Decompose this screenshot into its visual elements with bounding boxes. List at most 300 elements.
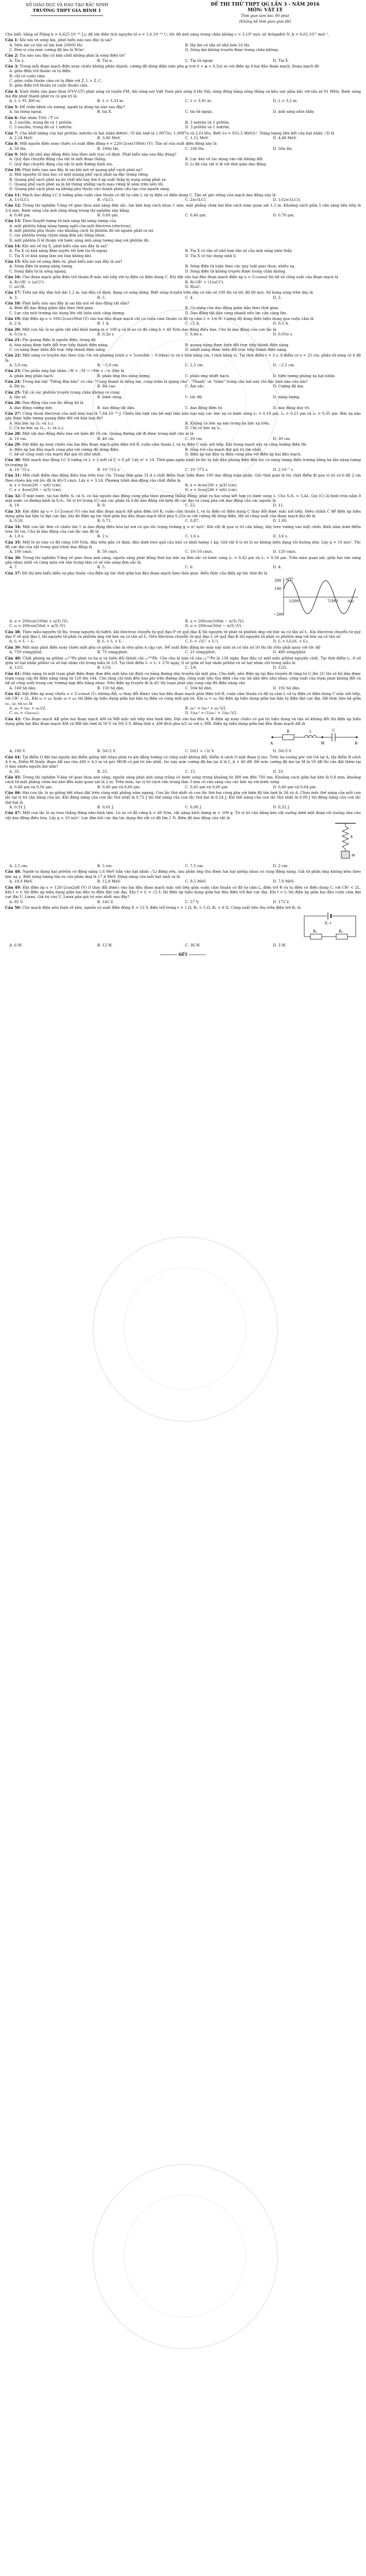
answer-option: B. 50 cm/s.	[97, 549, 118, 554]
question-item	[5, 167, 361, 192]
answer-option: D. 1/25.	[273, 665, 288, 670]
question-item	[5, 442, 361, 456]
question-item	[5, 400, 361, 410]
exam-title: ĐỀ THI THỬ THPT QG LẦN 3 - NĂM 2016	[211, 2, 320, 7]
answer-option: A. Độ to.	[9, 384, 26, 389]
question-number: Câu 32:	[5, 493, 23, 498]
question-number: Câu 48:	[5, 869, 23, 874]
question-text: Một con lắc lò xo treo thẳng đứng như hình bên. Lò xo có độ cứng k = 40 N/m, vật nặng khối lượng m = 100 g. Từ vị trí cân bằng kéo vật xuống dưới một đoạn rồi buông nhẹ cho vật dao động điều hòa. Lấy g = 10 m/s². Lực đàn hồi cực đại tác dụng lên vật có độ lớn 2 N. Biên độ dao động của vật là	[5, 810, 361, 820]
question-text: Một máy phát điện xoay chiều một pha có phần cảm là rôto gồm 4 cặp cực. Để suất điện động do máy này sinh ra có tần số 50 Hz thì rôto phải quay với tốc độ	[22, 645, 321, 650]
question-text: Một mạch dao động LC lí tưởng có L = 2 mH và C = 8 pF. Lấy π² = 10. Thời gian ngắn nhất từ lúc tụ bắt đầu phóng điện đến lúc có năng lượng điện trường bằng ba lần năng lượng từ trường là	[5, 457, 361, 467]
answer-options	[5, 785, 361, 789]
question-list	[5, 32, 361, 957]
answer-option: B. R/√(R² + (1/ωC)²).	[185, 279, 224, 284]
y-half-label: 100	[274, 587, 282, 591]
question-item	[5, 327, 361, 337]
answer-options	[5, 863, 361, 868]
answer-option: C. 10√10 cm/s.	[185, 549, 213, 554]
answer-options	[5, 248, 361, 258]
question-text: Đặt điện áp u = 100√2cos100πt (V) vào hai đầu đoạn mạch chỉ có cuộn cảm thuần có độ tự cảm L = 1/π H. Cường độ dòng điện hiệu dụng qua cuộn cảm là	[22, 316, 314, 321]
question-number: Câu 26:	[5, 400, 23, 405]
y-max-label: 200	[274, 579, 282, 583]
answer-option: B. 0,2π s.	[97, 331, 115, 336]
y-axis-label: u(V)	[286, 577, 294, 582]
answer-option: D. dao động duy trì.	[273, 405, 310, 410]
answer-option: A. Biên độ dao động giảm dần theo thời gian.	[9, 306, 94, 311]
question-number: Câu 4:	[5, 89, 20, 94]
t-mark-label: 1/300	[289, 599, 300, 604]
answer-option: B. Lực kéo về tác dụng vào vật không đổi.	[185, 157, 264, 162]
answer-option: C. các phôtôn trong chùm sáng đơn sắc bằng nhau.	[9, 233, 106, 238]
answer-option: A. 35.	[9, 769, 21, 774]
answer-options	[5, 280, 361, 290]
question-text: Tia nào sau đây có bản chất không phải là sóng điện từ?	[20, 53, 126, 58]
answer-options	[5, 43, 361, 53]
answer-option: C. 22.	[185, 503, 196, 508]
answer-options	[5, 565, 361, 569]
question-item	[5, 755, 361, 774]
answer-option: A. 100 cm/s.	[9, 549, 32, 554]
answer-option: D. x = 6cos(20t + π/6) (cm).	[185, 487, 238, 493]
answer-option: B. 100π Hz.	[97, 146, 119, 151]
question-item	[5, 431, 361, 441]
question-item	[5, 218, 361, 243]
answer-option: A. tia hồng ngoại.	[9, 109, 43, 114]
question-number: Câu 21:	[5, 337, 23, 343]
answer-option: B. dao động tắt dần.	[97, 405, 135, 410]
r1-label: R₁	[313, 929, 318, 934]
header-divider	[31, 15, 103, 16]
answer-option: C. 0,40 μm.	[185, 213, 207, 218]
question-text: Đặt điện áp u = U√2cosωt (V) vào hai đầu đoạn mạch AB gồm điện trở R, cuộn cảm thuần L và tụ điện có điện dung C thay đổi được mắc nối tiếp. Điều chỉnh C để điện áp hiệu dụng giữa hai bản tụ đạt cực đại, khi đó điện áp tức thời giữa hai đầu đoạn mạch lệch pha 0,25π so với cường độ dòng điện. Hệ số công suất của đoạn mạch khi đó là	[5, 509, 361, 518]
answer-option: C. 20 cm.	[185, 436, 203, 441]
answer-options	[5, 109, 361, 114]
answer-option: A. Siêu âm có tần số lớn hơn 20000 Hz.	[9, 42, 83, 47]
circuit-figure	[5, 727, 361, 748]
answer-option: B. √(LC).	[97, 197, 114, 202]
question-text: Trong bài hát "Tiếng đàn bầu" có câu: "Cung thanh là tiếng mẹ, cung trầm là giọng cha". "Thanh" và "trầm" trong câu hát này chỉ đặc tính nào của âm?	[22, 379, 308, 384]
question-number: Câu 14:	[5, 244, 23, 249]
answer-option: B. u = 200cos(100πt − π/3) (V).	[185, 619, 245, 624]
answer-option: C. x = 4cos(20t − π/3) (cm).	[9, 487, 62, 493]
question-text: Mạch dao động LC lí tưởng gồm cuộn cảm thuần có độ tự cảm L và tụ điện có điện dung C. Tần số góc riêng của mạch dao động này là	[22, 192, 276, 197]
answer-option: A. 18.	[9, 503, 21, 508]
answer-option: C. Lực cản môi trường tác dụng lên vật luôn sinh công dương.	[9, 310, 126, 315]
question-number: Câu 13:	[5, 218, 23, 224]
answer-option: A. 10 cm.	[9, 436, 27, 441]
answer-option: C. 1/9.	[185, 665, 198, 670]
question-item	[5, 337, 361, 352]
question-number: Câu 22:	[5, 353, 23, 358]
answer-option: B. tia X.	[97, 109, 112, 114]
answer-option: C. 0,87.	[185, 518, 200, 523]
answer-option: B. Không có bức xạ nào trong ba bức xạ trên.	[185, 420, 270, 426]
question-number: Câu 25:	[5, 389, 23, 395]
answer-option: B. 3 nơtrôn và 1 prôtôn.	[185, 120, 230, 125]
question-text: Kính thiên văn giao thoa (VVV-GT) phát sóng vô tuyến FM, dài sóng nói Việt Nam phủ sóng ở Hà Nội, sóng đồng bằng sông Hồng và khu vực phía bắc với tần số 91 MHz. Bước sóng mà đài phát thanh phát ra có giá trị là	[5, 89, 361, 99]
answer-option: C. 6.	[185, 565, 194, 570]
answer-options	[5, 686, 361, 690]
answer-options	[5, 467, 361, 472]
answer-option: C. phản ứng nhiệt hạch.	[185, 373, 230, 378]
question-item	[5, 473, 361, 492]
question-text: Đặt điện áp xoay chiều u = U₀cosωt (U₀ không đổi, ω thay đổi được) vào hai đầu đoạn mạch gồm điện trở R, cuộn cảm thuần có độ tự cảm L và tụ điện có điện dung C mắc nối tiếp, với CR² < 2L. Khi ω = ω₁ hoặc ω = ω₂ thì điện áp hiệu dụng giữa hai bản tụ điện có cùng một giá trị. Khi ω = ω₀ thì điện áp hiệu dụng giữa hai bản tụ điện đạt cực đại. Hệ thức liên hệ giữa ω₁, ω₂ và ω₀ là	[5, 691, 361, 706]
answer-option: B. Độ cao.	[97, 384, 116, 389]
question-item	[5, 656, 361, 670]
answer-option: D. 50π Hz.	[273, 146, 293, 151]
answer-option: B. λ = 3,33 m.	[97, 98, 125, 104]
answer-option: D. 2.	[273, 295, 282, 300]
question-item	[5, 193, 361, 202]
question-text: Theo mẫu nguyên tử Bo, trong nguyên tử hiđrô, khi êlectron chuyển từ quỹ đạo P về quỹ đạo K thì nguyên tử phát ra phôtôn ứng với bức xạ có tần số f₁. Khi êlectron chuyển từ quỹ đạo P về quỹ đạo L thì nguyên tử phát ra phôtôn ứng với bức xạ có tần số f₂. Nếu êlectron chuyển từ quỹ đạo L về quỹ đạo K thì nguyên tử phát ra phôtôn ứng với bức xạ có tần số	[5, 629, 361, 639]
answer-option: D. Li độ của vật tỉ lệ với thời gian dao động.	[185, 161, 267, 166]
answer-options	[5, 421, 361, 431]
answer-options	[5, 549, 361, 554]
answer-options	[5, 224, 361, 243]
answer-options	[5, 332, 361, 336]
sine-figure	[5, 577, 361, 618]
question-number: Câu 12:	[5, 203, 23, 208]
question-item	[5, 368, 361, 378]
answer-option: C. 50(1 + √3) V.	[185, 749, 215, 754]
department-name: SỞ GIÁO DỤC VÀ ĐÀO TẠO BẮC NINH	[25, 3, 109, 7]
question-text: Cho khối lượng của hạt prôtôn; nơtrôn và hạt nhân đơteri ₁²D lần lượt là 1,0073u; 1,0087u và 2,0136u. Biết 1u = 931,5 MeV/c². Năng lượng liên kết của hạt nhân ₁²D là	[20, 130, 335, 135]
answer-option: D. R/ωC.	[185, 284, 201, 289]
answer-options	[5, 650, 361, 654]
question-text: Cho đoạn mạch AB gồm hai đoạn mạch AM và MB mắc nối tiếp như hình bên. Đặt vào hai đầu A, B điện áp xoay chiều có giá trị hiệu dụng và tần số không đổi thì điện áp hiệu dụng giữa hai đầu đoạn mạch AM và MB lần lượt là 50 V và 50√3 V, đồng thời u_AM lệch pha π/2 so với u_MB. Điện áp hiệu dụng giữa hai đầu đoạn mạch AB là	[5, 716, 361, 726]
answer-option: B. 75 vòng/phút.	[97, 650, 129, 655]
question-text: Phát biểu nào sau đây là sai khi nói về quang phổ vạch phát xạ?	[22, 167, 143, 172]
source-label: E, r	[325, 921, 332, 926]
answer-option: A. 85 V.	[9, 899, 24, 904]
question-text: Trên sợi dây đàn hồi dài 1,2 m, hai đầu cố định, đang có sóng dừng. Biết sóng truyền trên dây có tần số 100 Hz và tốc độ 80 m/s. Số bụng sóng trên dây là	[22, 290, 313, 295]
question-text: Cho phản ứng hạt nhân ₁²H + ₁³H → ₂⁴He + ₀¹n. Đây là	[22, 368, 125, 374]
answer-option: B. ω₀² = (ω₁² + ω₂²)/2.	[185, 705, 227, 710]
question-item	[5, 115, 361, 130]
answer-option: C. Sóng điện từ là sóng ngang.	[9, 268, 67, 274]
question-number: Câu 46:	[5, 790, 23, 795]
question-number: Câu 24:	[5, 379, 23, 384]
answer-option: D. 0,40 μm và 0,64 μm.	[273, 784, 317, 789]
question-text: Một con lắc lò xo gồm vật nhỏ khối lượng m = 100 g và lò xo có độ cứng k = 40 N/m dao động điều hòa. Chu kì dao động của con lắc là	[22, 327, 276, 332]
answer-option: A. 2,24 MeV.	[9, 135, 33, 140]
answer-option: D. 33.	[273, 769, 284, 774]
question-number: Câu 40:	[5, 655, 23, 660]
answer-option: C. Cả ba bức xạ (λ₁, λ₂ và λ₃).	[9, 426, 64, 431]
answer-option: C. 0,45 μm và 0,60 μm.	[185, 784, 229, 789]
time-limit: Thời gian làm bài: 90 phút	[241, 14, 289, 18]
question-number: Câu 5:	[5, 104, 20, 109]
answer-option: C. hệ số công suất của mạch đạt giá trị nhỏ nhất.	[9, 451, 102, 456]
node-a-label: A	[270, 741, 273, 746]
answer-option: D. 4.	[273, 565, 282, 570]
answer-options	[5, 135, 361, 140]
answer-options	[5, 805, 361, 809]
answer-option: C. cơ năng được biến đổi trực tiếp thành điện năng.	[9, 347, 107, 352]
r2-label: R₂	[339, 929, 343, 934]
y-min-label: −200	[273, 613, 284, 617]
answer-option: A. điện áp hai đầu mạch cùng pha với cường độ dòng điện.	[9, 447, 119, 452]
answer-options	[5, 534, 361, 538]
question-number: Câu 42:	[5, 691, 23, 696]
answer-option: A. 50 Hz.	[9, 146, 27, 151]
answer-option: C. gồm cuộn thuần cảm và tụ điện với Z_L > Z_C.	[9, 78, 102, 83]
answer-option: C. Âm sắc.	[185, 384, 205, 389]
answer-option: C. 7,5 cm.	[185, 863, 204, 869]
answer-option: A. 7.	[9, 565, 18, 570]
answer-option: C. Quỹ đạo chuyển động của vật là một đường hình sin.	[9, 161, 113, 166]
question-text: Công thoát êlectron của một kim loại là 7,64.10⁻¹⁹ J. Chiếu lần lượt vào bề mặt tấm kim loại này các bức xạ có bước sóng λ₁ = 0,18 μm, λ₂ = 0,21 μm và λ₃ = 0,35 μm. Bức xạ nào gây được hiện tượng quang điện đối với kim loại đó?	[5, 411, 361, 421]
question-text: Trong thí nghiệm Y-âng về giao thoa ánh sáng, nguồn sáng phát đồng thời hai bức xạ đơn sắc có bước sóng λ₁ = 0,42 μm và λ₂ = 0,56 μm. Trên màn quan sát, giữa hai vân sáng gần nhau nhất và cùng màu với vân trung tâm có số vân sáng đơn sắc là	[5, 555, 361, 565]
answer-option: C. 1,6 s.	[185, 534, 201, 539]
answer-option: C. Quang phổ vạch phát xạ là hệ thống những vạch màu riêng lẻ nằm trên nền tối.	[9, 181, 164, 187]
question-item	[5, 885, 361, 904]
answer-option: D. 3 W.	[273, 943, 286, 948]
answer-option: C. 0,08 J.	[185, 805, 202, 810]
question-item	[5, 645, 361, 655]
school-name: TRƯỜNG THPT GIA BÌNH 1	[32, 8, 101, 13]
answer-option: D. Sóng âm không truyền được trong chân không.	[185, 47, 279, 53]
question-number: Câu 33:	[5, 509, 23, 514]
question-text: Một lò xo nhẹ có độ cứng 100 N/m, đầu trên gắn cố định, đầu dưới treo quả cầu nhỏ có khối lượng 1 kg. Giữ vật ở vị trí lò xo không biến dạng rồi buông nhẹ. Lấy g = 10 m/s². Tốc độ cực đại của vật trong quá trình dao động là	[5, 539, 361, 550]
answer-option: D. gồm điện trở thuần và cuộn thuần cảm.	[9, 83, 89, 88]
question-number: Câu 43:	[5, 716, 23, 721]
answer-option: D. Tia X.	[273, 58, 289, 63]
question-item	[5, 275, 361, 289]
question-item	[5, 671, 361, 690]
question-item	[5, 89, 361, 104]
question-item	[5, 203, 361, 217]
question-item	[5, 301, 361, 315]
answer-option: C. Tia X có khả năng làm ion hóa không khí.	[9, 253, 92, 258]
answer-option: A. 0,31 J.	[9, 805, 26, 810]
question-item	[5, 379, 361, 389]
answer-options	[5, 900, 361, 904]
answer-option: B. 150 hộ dân.	[97, 685, 125, 690]
answer-option: C. dao động điện từ.	[185, 405, 223, 410]
question-number: Câu 34:	[5, 524, 23, 529]
answer-option: A. 6 W.	[9, 943, 23, 948]
resistor-label: R	[287, 730, 290, 734]
answer-option: D. một phôtôn tỉ lệ thuận với bước sóng ánh sáng tương ứng với phôtôn đó.	[9, 238, 150, 243]
answer-options	[5, 58, 361, 63]
question-text: Một vật nhỏ dao động điều hòa theo một trục cố định. Phát biểu nào sau đây đúng?	[20, 151, 177, 157]
question-item	[5, 775, 361, 789]
answer-options	[5, 483, 361, 493]
answer-option: A. 10⁻⁷/3 s.	[9, 467, 30, 472]
answer-option: A. 1/15.	[9, 665, 24, 670]
answer-option: A. Quỹ đạo chuyển động của vật là một đoạn thẳng.	[9, 157, 107, 162]
answer-option: D. Sóng điện từ không truyền được trong chân không.	[185, 268, 287, 274]
answer-option: B. 40 cm.	[97, 436, 115, 441]
answer-options	[5, 321, 361, 326]
answer-option: B. −5,0 cm.	[97, 363, 119, 367]
answer-option: A. Hai bức xạ (λ₁ và λ₂).	[9, 420, 54, 426]
answer-option: D. 120 cm/s.	[273, 549, 297, 554]
question-number: Câu 8:	[5, 141, 20, 146]
answer-option: B. 145 V.	[97, 899, 114, 904]
question-text: Trong thí nghiệm Y-âng về giao thoa ánh sáng đơn sắc, hai khe hẹp cách nhau 1 mm, mặt phẳng chứa hai khe cách màn quan sát 1,5 m. Khoảng cách giữa 5 vân sáng liên tiếp là 3,6 mm. Bước sóng của ánh sáng dùng trong thí nghiệm này bằng	[5, 203, 361, 213]
question-text: Chất phóng xạ pôlôni ₈₄²¹⁰Po phát ra tia α và biến đổi thành chì ₈₂²⁰⁶Pb. Cho chu kì bán rã của ₈₄²¹⁰Po là 138 ngày. Ban đầu có một mẫu pôlôni nguyên chất. Tại thời điểm t₁, tỉ số giữa số hạt nhân pôlôni và số hạt nhân chì trong mẫu là 1/3. Tại thời điểm t₂ = t₁ + 276 ngày, tỉ số giữa số hạt nhân pôlôni và số hạt nhân chì trong mẫu là	[5, 655, 361, 665]
question-item	[5, 509, 361, 523]
answer-option: B. tổng trở của mạch đạt giá trị lớn nhất.	[185, 447, 263, 452]
answer-options	[5, 213, 361, 217]
question-text: Đồ thị bên biểu diễn sự phụ thuộc của điện áp tức thời giữa hai đầu đoạn mạch theo thời gian. Biểu thức của điện áp tức thời đó là	[22, 570, 268, 575]
mass-block	[341, 851, 350, 858]
question-number: Câu 3:	[5, 64, 20, 69]
answer-option: D. hiện tượng phóng xạ hạt nhân.	[273, 373, 336, 378]
answer-option: A. ω₀ = (ω₁ + ω₂)/2.	[9, 705, 47, 710]
answer-options	[5, 619, 361, 629]
question-item	[5, 905, 361, 948]
answer-option: D. 11.	[273, 503, 284, 508]
question-number: Câu 28:	[5, 431, 23, 436]
answer-option: D. 30 cm.	[273, 436, 291, 441]
question-text: Điện năng từ một trạm phát điện được đưa đến một khu tái định cư bằng đường dây truyền tải một pha. Cho biết, nếu điện áp tại đầu truyền đi tăng từ U lên 2U thì số hộ dân được trạm cung cấp đủ điện năng tăng từ 120 lên 144. Cho rằng chỉ tính đến hao phí trên đường dây, công suất tiêu thụ điện của các hộ dân đều như nhau, công suất của trạm phát không đổi và hệ số công suất trong các trường hợp đều bằng nhau. Nếu điện áp truyền đi là 4U thì trạm phát này cung cấp đủ điện năng cho	[5, 671, 361, 686]
answer-option: C. √2 A.	[185, 321, 200, 326]
answer-option: D. 0,5 A.	[273, 321, 289, 326]
answer-option: A. gồm điện trở thuần và tụ điện.	[9, 69, 72, 74]
answer-option: C. 1,12 MeV.	[185, 135, 209, 140]
constants-intro: Cho biết: hằng số Plăng h = 6,625.10⁻³⁴ J.s; độ lớn điện tích nguyên tố e = 1,6.10⁻¹⁹ C; tốc độ ánh sáng trong chân không c = 3.10⁸ m/s; số Avôgađrô N_A = 6,02.10²³ mol⁻¹.	[5, 32, 329, 37]
answer-option: A. 3 nuclôn, trong đó có 1 prôtôn.	[9, 120, 73, 125]
question-number: Câu 50:	[5, 905, 23, 910]
answer-options	[5, 769, 361, 774]
question-item	[5, 810, 361, 868]
answer-option: A. hóa năng được biến đổi trực tiếp thành điện năng.	[9, 342, 109, 347]
answer-option: A. dao động cưỡng bức.	[9, 405, 54, 410]
question-text: Tại điểm O đặt hai nguồn âm điểm giống hệt nhau phát ra âm đẳng hướng có công suất không đổi. Điểm A cách O một đoạn d (m). Trên tia vuông góc với OA tại A, lấy điểm B cách A 6 m. Điểm M thuộc đoạn AB sao cho AM = 4,5 m và góc MOB có giá trị lớn nhất, lúc này mức cường độ âm tại A là L_A = 40 dB. Để mức cường độ âm tại M là 50 dB thì cần đặt thêm tại O bao nhiêu nguồn âm nữa?	[5, 754, 361, 769]
question-item	[5, 540, 361, 554]
answer-option: C. 504 hộ dân.	[185, 685, 213, 690]
answer-option: A. 0,50.	[9, 518, 24, 523]
answer-option: D. Chỉ có bức xạ λ₁.	[185, 426, 222, 431]
watermark-seal	[93, 2164, 278, 2349]
question-text: Hai con lắc lò xo giống hệt nhau đặt trên cùng mặt phẳng nằm ngang. Con lắc thứ nhất và con lắc thứ hai cùng pha với biên độ lần lượt là 3A và A. Chọn mốc thế năng của mỗi con lắc tại vị trí cân bằng của nó. Khi động năng của con lắc thứ nhất là 0,72 J thì thế năng của con lắc thứ hai là 0,24 J. Khi thế năng của con lắc thứ nhất là 0,09 J thì động năng của con lắc thứ hai là	[5, 790, 361, 805]
question-text: Một vật dao động điều hòa với biên độ 10 cm. Quãng đường vật đi được trong một chu kì là	[22, 431, 194, 436]
question-number: Câu 45:	[5, 775, 23, 780]
resistor-symbol	[283, 735, 294, 740]
spring-constant-label: k	[351, 835, 353, 839]
x-axis-label: t(s)	[348, 599, 354, 604]
answer-option: D. 0,05π s.	[273, 331, 293, 336]
question-item	[5, 64, 361, 88]
question-number: Câu 27:	[5, 411, 23, 416]
question-item	[5, 131, 361, 141]
answer-option: B. 0,40 μm và 0,60 μm.	[97, 784, 141, 789]
answer-option: C. 2π√(LC).	[185, 197, 207, 202]
question-item	[5, 290, 361, 300]
answer-options	[5, 447, 361, 457]
question-text: Khi nói về sóng âm, phát biểu nào sau đây là sai?	[20, 38, 112, 43]
answer-option: B. 1/16.	[97, 665, 112, 670]
question-number: Câu 17:	[5, 290, 23, 295]
answer-options	[5, 405, 361, 410]
question-number: Câu 47:	[5, 810, 23, 816]
answer-option: A. 100 V.	[9, 749, 26, 754]
answer-option: B. x = 4cos(20t + π/3) (cm).	[185, 482, 238, 487]
answer-option: B. 2 s.	[97, 534, 109, 539]
time-note: (Không kể thời gian giao đề)	[239, 20, 291, 24]
answer-option: B. Sóng điện từ tuân theo các quy luật giao thoa, nhiễu xạ.	[185, 264, 295, 269]
answer-options	[5, 749, 361, 753]
answer-option: A. x = 6cos(20t − π/6) (cm).	[9, 482, 62, 487]
question-item	[5, 691, 361, 716]
answer-options	[5, 120, 361, 130]
answer-option: B. 15,8 MeV.	[97, 879, 121, 884]
question-item	[5, 38, 361, 52]
answer-option: D. Tia X có tác dụng sinh lí.	[185, 253, 237, 258]
question-text: Để chữa bệnh còi xương, người ta dùng tia nào sau đây?	[20, 104, 125, 109]
question-text: Dao động của con lắc đồng hồ là	[22, 400, 84, 405]
question-text: Ở mặt nước, tại hai điểm S₁ và S₂ có hai nguồn dao động cùng pha theo phương thẳng đứng, phát ra hai sóng kết hợp có bước sóng λ. Cho S₁S₂ = 5,4λ. Gọi (C) là hình tròn nằm ở mặt nước có đường kính là S₁S₂. Số vị trí trong (C) mà các phần tử ở đó dao động với biên độ cực đại và cùng pha với dao động của các nguồn là	[5, 493, 361, 503]
answer-option: A. 1,8 s.	[9, 534, 25, 539]
answer-options	[5, 363, 361, 367]
answer-options	[5, 146, 361, 151]
answer-option: C. 15.	[185, 769, 196, 774]
answer-option: B. phản ứng thu năng lượng.	[97, 373, 151, 378]
question-item	[5, 524, 361, 539]
answer-option: B. 25.	[97, 769, 109, 774]
answer-option: A. tần số.	[9, 395, 27, 400]
answer-option: B. 3,06 MeV.	[97, 135, 121, 140]
answer-option: B. Cơ năng của dao động giảm dần theo thời gian.	[185, 306, 280, 311]
question-item	[5, 390, 361, 400]
question-text: Cho mạch điện như hình vẽ bên, nguồn có suất điện động E = 12 V, điện trở trong r = 1 Ω, R₁ = 5 Ω, R₂ = 6 Ω. Công suất tiêu thụ trên điện trở R₂ là	[22, 905, 301, 910]
answer-option: B. Tia α.	[97, 58, 113, 63]
answer-option: A. 2 A.	[9, 321, 22, 326]
answer-option: B. 12 W.	[97, 943, 113, 948]
answer-option: C. u = 200cos(50πt + π/3) (V).	[9, 623, 66, 629]
question-item	[5, 717, 361, 754]
answer-option: D. 2.10⁻⁷ s.	[273, 467, 294, 472]
answer-option: D. 3,6 s.	[273, 534, 289, 539]
answer-option: B. quang năng được biến đổi trực tiếp thành điện năng.	[185, 342, 290, 347]
question-number: Câu 29:	[5, 442, 23, 447]
node-m-label: M	[321, 741, 325, 746]
answer-option: C. 2,5 cm.	[185, 363, 204, 367]
answer-option: B. 0,01 J.	[97, 805, 114, 810]
question-item	[5, 571, 361, 629]
question-item	[5, 555, 361, 570]
answer-options	[5, 172, 361, 191]
answer-option: B. 9.	[97, 503, 106, 508]
answer-option: A. Mỗi nguyên tố hóa học có một quang phổ vạch phát xạ đặc trưng riêng.	[9, 172, 149, 177]
question-text: Cho đoạn mạch gồm điện trở thuần R mắc nối tiếp với tụ điện có điện dung C. Khi đặt vào hai đầu đoạn mạch điện áp u = U₀cosωt thì hệ số công suất của đoạn mạch là	[22, 275, 339, 280]
answer-options	[5, 197, 361, 202]
question-text: Đặt điện áp u = 120√2cos2πft (V) (f thay đổi được) vào hai đầu đoạn mạch mắc nối tiếp gồm cuộn cảm thuần có độ tự cảm L, điện trở R và tụ điện có điện dung C, với CR² < 2L. Khi f = f₁ thì điện áp hiệu dụng giữa hai đầu tụ điện đạt cực đại. Khi f = f₂ = √2 f₁ thì điện áp hiệu dụng giữa hai đầu điện trở đạt cực đại. Khi f = f₃ thì điện áp giữa hai đầu cuộn cảm đạt cực đại U_Lmax. Giá trị của U_Lmax gần giá trị nào nhất sau đây?	[5, 885, 361, 900]
question-number: Câu 31:	[5, 473, 23, 478]
answer-option: D. nhiệt năng được biến đổi trực tiếp thành điện năng.	[185, 347, 288, 352]
subject-name: MÔN: VẬT LÝ	[247, 8, 283, 13]
answer-option: B. 50√2 V.	[97, 749, 116, 754]
answer-options	[5, 665, 361, 670]
answer-option: B. Hạ âm có tần số nhỏ hơn 16 Hz.	[185, 42, 251, 47]
answer-option: B. 0,71.	[97, 518, 112, 523]
resistor-r2-symbol	[336, 934, 347, 939]
answer-option: D. 173 V.	[273, 899, 290, 904]
answer-option: B. một phôtôn phụ thuộc vào khoảng cách từ phôtôn đó tới nguồn phát ra nó.	[9, 228, 154, 233]
answer-option: D. ánh sáng nhìn thấy.	[273, 109, 315, 114]
answer-options	[5, 306, 361, 315]
answer-option: D. điện áp hai đầu tụ điện cùng pha với điện áp hai đầu mạch.	[185, 451, 302, 456]
answer-option: B. chỉ có cuộn cảm.	[9, 73, 46, 78]
answer-option: A. 2,5 cm.	[9, 863, 28, 869]
answer-option: D. 2 cm.	[273, 863, 289, 869]
inductor-symbol	[304, 735, 317, 737]
answer-option: D. 0,32 J.	[273, 805, 290, 810]
question-item	[5, 353, 361, 367]
